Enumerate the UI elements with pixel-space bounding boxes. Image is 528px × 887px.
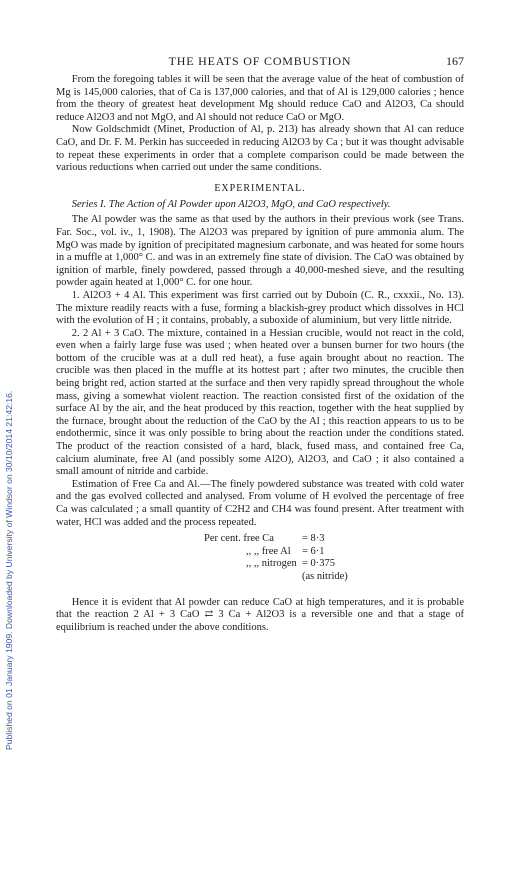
result-note: (as nitride) xyxy=(302,570,348,582)
provenance-note: Published on 01 January 1909. Downloaded by University of Windsor on 30/10/2014 21:42:16. xyxy=(4,390,14,750)
result-row-note xyxy=(204,571,464,584)
page-number: 167 xyxy=(446,54,464,68)
result-value: = 8·3 xyxy=(302,533,325,545)
ditto-mark: ,, xyxy=(253,558,260,570)
result-value: = 6·1 xyxy=(302,545,325,557)
result-row-nitrogen xyxy=(204,558,464,571)
result-label: Per cent. free Ca xyxy=(204,533,274,545)
series-heading: Series I. The Action of Al Powder upon Al2O3, MgO, and CaO respectively. xyxy=(71,198,391,210)
page xyxy=(56,54,464,634)
result-row-ca xyxy=(204,533,464,546)
result-label xyxy=(204,546,302,559)
paragraph-estimation: Estimation of Free Ca and Al.—The finely powdered substance was treated with cold water and the gas evolved collected and analysed. From volume of H evolved the percentage of free Ca was calculated ; a small quantity of C2H2 and CH4 was found present. After treatment with water, HCl was added and the process repeated. xyxy=(56,478,464,528)
paragraph-summary: From the foregoing tables it will be seen that the average value of the heat of combustion of Mg is 145,000 calories, that of Ca is 137,000 calories, and that of Al is 129,000 calories ; hence from the theory of greatest heat development Mg should reduce CaO and Al2O3, Ca should reduce Al2O3 and not MgO, and Al should not reduce CaO or MgO. xyxy=(56,74,464,123)
result-label-text: free Al xyxy=(261,545,291,557)
paragraph-goldschmidt: Now Goldschmidt (Minet, Production of Al, p. 213) has already shown that Al can reduce CaO, and Dr. F. M. Perkin has succeeded in reducing Al2O3 by Ca ; but it was thought advisable to repeat these experiments in order that a complete comparison could be made between the various reductions when carried out under the same conditions. xyxy=(56,124,464,174)
ditto-mark: ,, xyxy=(246,545,252,557)
result-value: = 0·375 xyxy=(302,558,336,570)
paragraph-experiment-2: 2. 2 Al + 3 CaO. The mixture, contained in a Hessian crucible, would not react in the cold, even when a fairly large fuse was used ; when heated over a bunsen burner for two hours (the bottom of the crucible was at a dull red heat), a fuse again brought about no reaction. The crucible was then placed in the muffle at its hottest part ; after two minutes, the crucible then being bright red, action started at the surface and then very rapidly spread throughout the whole mass, giving a somewhat violent reaction. The reaction consisted first of the oxidation of the surface Al by the air, and the heat produced by this reaction, together with the heat supplied by the furnace, brought about the reduction of the CaO by the Al ; this reaction appears to us to be endothermic, since it was only possible to bring about the reaction under the conditions stated. The product of the reaction consisted of a hard, black, fused mass, and contained free Ca, calcium aluminate, free Al (and possibly some Al2O), Al2O3, and CaO ; it also contained a small amount of nitride and carbide. xyxy=(56,327,464,478)
result-label xyxy=(204,558,302,571)
paragraph-experiment-1: 1. Al2O3 + 4 Al. This experiment was first carried out by Duboin (C. R., cxxxii., No. 13). The mixture readily reacts with a fuse, forming a blackish-grey product which dissolves in HCl with the evolution of H ; it contains, probably, a suboxide of aluminium, but very little nitride. xyxy=(56,289,464,327)
section-heading-experimental: EXPERIMENTAL. xyxy=(214,182,306,194)
result-row-al xyxy=(204,546,464,559)
ditto-mark: ,, xyxy=(253,545,260,557)
paragraph-materials: The Al powder was the same as that used by the authors in their previous work (see Trans. Far. Soc., vol. iv., 1, 1908). The Al2O3 was prepared by ignition of pure ammonia alum. The MgO was made by ignition of precipitated magnesium carbonate, and was heated for some hours in a muffle at 1,000° C. and was in an extremely fine state of division. The CaO was obtained by ignition of marble, finely powdered, passed through a 40,000-meshed sieve, and the resulting powder again heated at 1,000° C. for one hour. xyxy=(56,214,464,289)
side-note xyxy=(4,150,18,750)
result-label-text: nitrogen xyxy=(261,558,297,570)
results-table xyxy=(204,533,464,583)
running-header xyxy=(56,54,464,74)
running-title: THE HEATS OF COMBUSTION xyxy=(168,54,352,68)
paragraph-conclusion: Hence it is evident that Al powder can reduce CaO at high temperatures, and it is probable that the reaction 2 Al + 3 CaO ⇄ 3 Ca + Al2O3 is a reversible one and that a stage of equilibrium is reached under the above conditions. xyxy=(56,596,464,633)
ditto-mark: ,, xyxy=(246,558,252,570)
